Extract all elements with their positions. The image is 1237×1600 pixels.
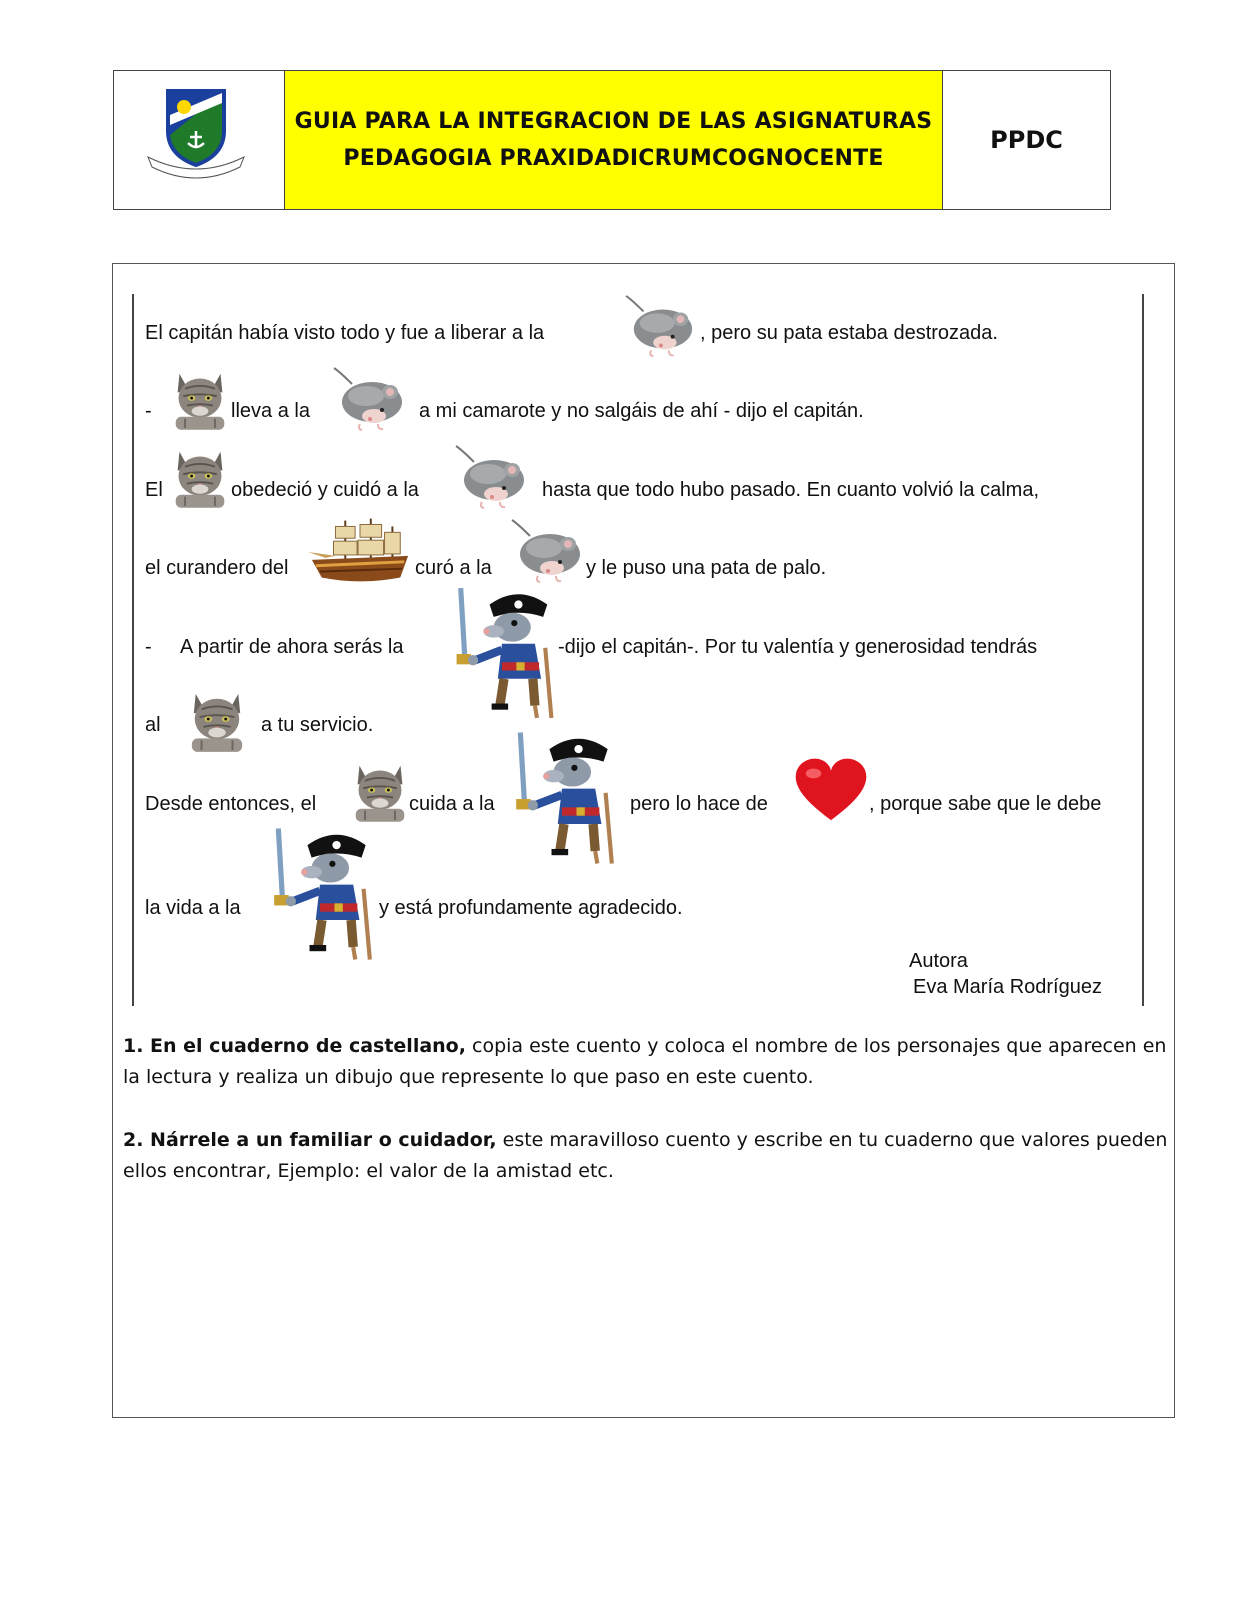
logo-cell	[114, 71, 285, 209]
author-name: Eva María Rodríguez	[913, 976, 1102, 998]
story-text: el curandero del	[145, 557, 289, 579]
story-text: -	[145, 400, 152, 422]
story-text: obedeció y cuidó a la	[231, 479, 419, 501]
story-text: a mi camarote y no salgáis de ahí - dijo el capitán.	[419, 400, 864, 422]
cat-icon	[172, 366, 228, 432]
story-text: , porque sabe que le debe	[869, 793, 1102, 815]
header-code-cell	[943, 71, 1110, 209]
cat-icon	[352, 758, 408, 824]
header-title-line2: PEDAGOGIA PRAXIDADICRUMCOGNOCENTE	[343, 146, 884, 171]
story-text: -	[145, 636, 152, 658]
task-2	[123, 1125, 1168, 1187]
header-code: PPDC	[990, 126, 1063, 154]
cat-icon	[188, 686, 246, 754]
story-text: El capitán había visto todo y fue a liberar a la	[145, 322, 545, 344]
story-text: curó a la	[415, 557, 492, 579]
story-line-6	[145, 705, 1145, 745]
story-text: A partir de ahora serás la	[180, 636, 404, 658]
heart-icon	[792, 756, 870, 824]
story-author	[906, 948, 1142, 1000]
story-text: -dijo el capitán-. Por tu valentía y generosidad tendrás	[558, 636, 1038, 658]
story-text: El	[145, 479, 163, 501]
task-2-lead: 2. Nárrele a un familiar o cuidador,	[123, 1129, 497, 1151]
story-text: pero lo hace de	[630, 793, 768, 815]
story-text: lleva a la	[231, 400, 310, 422]
task-1-lead: 1. En el cuaderno de castellano,	[123, 1035, 466, 1057]
ship-icon	[306, 516, 414, 586]
story-text: y le puso una pata de palo.	[586, 557, 827, 579]
story-text: , pero su pata estaba destrozada.	[700, 322, 998, 344]
story-line-2	[145, 391, 1145, 431]
story-text: al	[145, 714, 161, 736]
header-title-line1: GUIA PARA LA INTEGRACION DE LAS ASIGNATURAS	[294, 109, 933, 134]
story-text: a tu servicio.	[261, 714, 374, 736]
mouse-icon	[508, 518, 588, 588]
story-text: y está profundamente agradecido.	[379, 897, 683, 919]
story-left-rule	[132, 294, 134, 1006]
cat-icon	[172, 444, 228, 510]
task-2-text: este maravilloso cuento y escribe en tu cuaderno que valores pueden ellos encontrar, Ejemplo: el valor de la amistad etc.	[123, 1129, 1168, 1182]
mouse-icon	[622, 294, 700, 362]
task-1-text: copia este cuento y coloca el nombre de los personajes que aparecen en la lectura y realiza un dibujo que represente lo que paso en este cuento.	[123, 1035, 1167, 1088]
mouse-icon	[330, 366, 410, 436]
pirate-mouse-icon	[452, 586, 556, 720]
author-label: Autora	[909, 950, 968, 972]
story-line-3	[145, 470, 1145, 510]
story-line-4	[145, 548, 1145, 588]
school-crest-icon	[144, 85, 248, 185]
story-line-7	[145, 784, 1145, 824]
header-title-cell	[285, 71, 943, 209]
pirate-mouse-icon	[512, 730, 616, 866]
story-text: cuida a la	[409, 793, 495, 815]
story-line-5	[145, 627, 1145, 667]
story-text: hasta que todo hubo pasado. En cuanto volvió la calma,	[542, 479, 1040, 501]
pirate-mouse-icon	[270, 826, 374, 962]
task-1	[123, 1031, 1168, 1093]
mouse-icon	[452, 444, 532, 514]
story-text: Desde entonces, el	[145, 793, 317, 815]
story-text: la vida a la	[145, 897, 241, 919]
header-table	[113, 70, 1111, 210]
